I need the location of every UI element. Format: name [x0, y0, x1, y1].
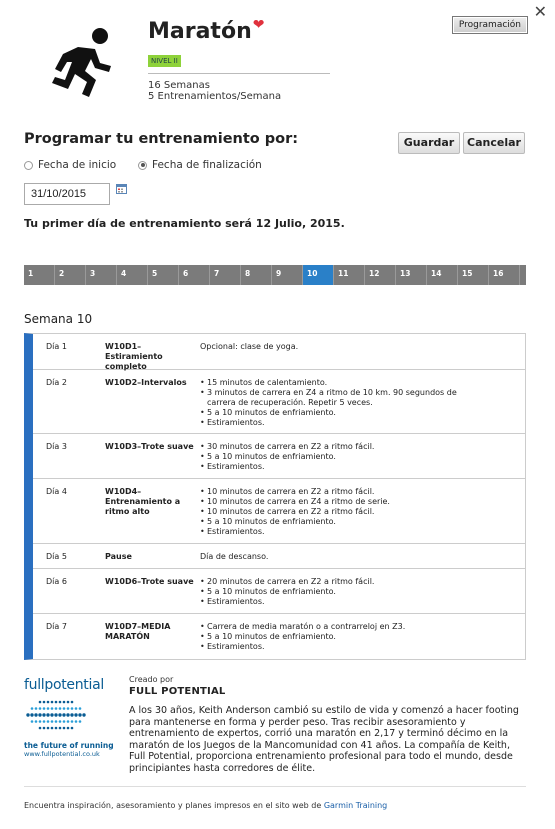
program-button[interactable]: Programación	[452, 16, 528, 34]
divider	[148, 73, 330, 74]
workout-description	[200, 378, 462, 428]
week-tab[interactable]: 2	[55, 265, 86, 285]
day-label: Día 4	[46, 487, 67, 496]
workout-step: • 5 a 10 minutos de enfriamiento.	[200, 452, 462, 462]
workout-name: W10D1–Estiramiento completo	[105, 342, 163, 371]
workout-description	[200, 577, 462, 607]
day-label: Día 1	[46, 342, 67, 351]
first-training-day: Tu primer día de entrenamiento será 12 Julio, 2015.	[24, 217, 345, 230]
day-row	[33, 479, 525, 544]
workout-step: • 5 a 10 minutos de enfriamiento.	[200, 632, 462, 642]
workout-name: W10D2–Intervalos	[105, 378, 187, 387]
day-row	[33, 544, 525, 569]
workout-step: • 10 minutos de carrera en Z4 a ritmo de serie.	[200, 497, 462, 507]
day-row	[33, 434, 525, 479]
workout-step: • 10 minutos de carrera en Z2 a ritmo fácil.	[200, 487, 462, 497]
workout-step: • Estiramientos.	[200, 418, 462, 428]
week-tab[interactable]: 11	[334, 265, 365, 285]
plan-weeks: 16 Semanas	[148, 80, 210, 91]
save-button[interactable]: Guardar	[398, 132, 460, 154]
favorite-heart-icon[interactable]: ❤	[252, 17, 265, 33]
plan-title: Maratón❤	[148, 17, 265, 44]
logo-url: www.fullpotential.co.uk	[24, 750, 100, 758]
workout-step: • 3 minutos de carrera en Z4 a ritmo de 10 km. 90 segundos de carrera de recuperación. Repetir 5 veces.	[200, 388, 462, 408]
week-tab[interactable]: 3	[86, 265, 117, 285]
logo-tagline: the future of running	[24, 741, 114, 750]
footer-text: Encuentra inspiración, asesoramiento y planes impresos en el sito web de Garmin Training	[24, 801, 388, 810]
logo-wordmark: fullpotential	[24, 677, 104, 693]
workout-step: • 5 a 10 minutos de enfriamiento.	[200, 517, 462, 527]
week-tab[interactable]: 7	[210, 265, 241, 285]
garmin-training-link[interactable]: Garmin Training	[323, 801, 388, 810]
day-row	[33, 334, 525, 370]
week-tab[interactable]: 13	[396, 265, 427, 285]
week-tab[interactable]: 12	[365, 265, 396, 285]
workout-step: • Estiramientos.	[200, 527, 462, 537]
date-field[interactable]	[24, 183, 110, 205]
day-label: Día 7	[46, 622, 67, 631]
day-row	[33, 370, 525, 434]
runner-icon	[48, 27, 118, 99]
workout-description	[200, 622, 462, 652]
week-tab[interactable]: 9	[272, 265, 303, 285]
day-label: Día 2	[46, 378, 67, 387]
close-icon[interactable]: ✕	[533, 2, 547, 21]
week-tab[interactable]: 16	[489, 265, 520, 285]
plan-workouts-per-week: 5 Entrenamientos/Semana	[148, 91, 282, 102]
workout-step: • Estiramientos.	[200, 597, 462, 607]
workout-step: • Estiramientos.	[200, 462, 462, 472]
workout-description: Día de descanso.	[200, 552, 269, 561]
author-name: FULL POTENTIAL	[129, 686, 226, 697]
day-row	[33, 569, 525, 614]
schedule-heading: Programar tu entrenamiento por:	[24, 131, 299, 147]
author-bio: A los 30 años, Keith Anderson cambió su estilo de vida y comenzó a hacer footing para mantenerse en forma y perder peso. Tras recibir asesoramiento y entrenamiento de expertos, corrió una maratón en 2,17 y terminó décimo en la maratón de los Juegos de la Mancomunidad con 41 años. La compañía de Keith, Full Potential, proporciona entrenamiento profesional para todo el mundo, desde principiantes hasta corredores de élite.	[129, 705, 519, 774]
divider	[24, 786, 526, 787]
week-selector	[24, 265, 526, 285]
week-title: Semana 10	[24, 312, 93, 326]
week-tab[interactable]: 5	[148, 265, 179, 285]
week-tab[interactable]: 8	[241, 265, 272, 285]
day-row	[33, 614, 525, 660]
radio-start-date[interactable]	[24, 159, 116, 171]
radio-start-label: Fecha de inicio	[38, 159, 117, 171]
level-badge: NIVEL II	[148, 55, 181, 67]
workout-step: • 30 minutos de carrera en Z2 a ritmo fácil.	[200, 442, 462, 452]
workout-step: • Carrera de media maratón o a contrarreloj en Z3.	[200, 622, 462, 632]
created-by-label: Creado por	[129, 675, 174, 684]
full-potential-logo	[24, 677, 116, 758]
workout-step: • 10 minutos de carrera en Z2 a ritmo fácil.	[200, 507, 462, 517]
radio-button[interactable]	[24, 161, 33, 170]
radio-end-label: Fecha de finalización	[152, 159, 262, 171]
workout-description	[200, 487, 462, 537]
radio-button-checked[interactable]	[138, 161, 147, 170]
workout-name: Pause	[105, 552, 132, 561]
week-schedule	[24, 333, 526, 660]
day-label: Día 6	[46, 577, 67, 586]
workout-step: • 20 minutos de carrera en Z2 a ritmo fácil.	[200, 577, 462, 587]
workout-step: • Estiramientos.	[200, 642, 462, 652]
workout-description	[200, 442, 462, 472]
workout-description: Opcional: clase de yoga.	[200, 342, 299, 351]
week-tab[interactable]: 6	[179, 265, 210, 285]
workout-name: W10D6–Trote suave	[105, 577, 194, 586]
cancel-button[interactable]: Cancelar	[463, 132, 525, 154]
day-label: Día 3	[46, 442, 67, 451]
workout-name: W10D4–Entrenamiento a ritmo alto	[105, 487, 181, 516]
day-label: Día 5	[46, 552, 67, 561]
workout-step: • 5 a 10 minutos de enfriamiento.	[200, 408, 462, 418]
week-tab[interactable]: 14	[427, 265, 458, 285]
workout-name: W10D7–MEDIA MARATÓN	[105, 622, 171, 641]
workout-step: • 5 a 10 minutos de enfriamiento.	[200, 587, 462, 597]
logo-dots-icon	[25, 698, 87, 732]
week-tab[interactable]: 4	[117, 265, 148, 285]
calendar-icon[interactable]	[116, 184, 127, 194]
workout-step: • 15 minutos de calentamiento.	[200, 378, 462, 388]
week-tab[interactable]: 10	[303, 265, 334, 285]
workout-name: W10D3–Trote suave	[105, 442, 194, 451]
radio-end-date[interactable]	[138, 159, 262, 171]
week-tab[interactable]: 1	[24, 265, 55, 285]
week-tab[interactable]: 15	[458, 265, 489, 285]
